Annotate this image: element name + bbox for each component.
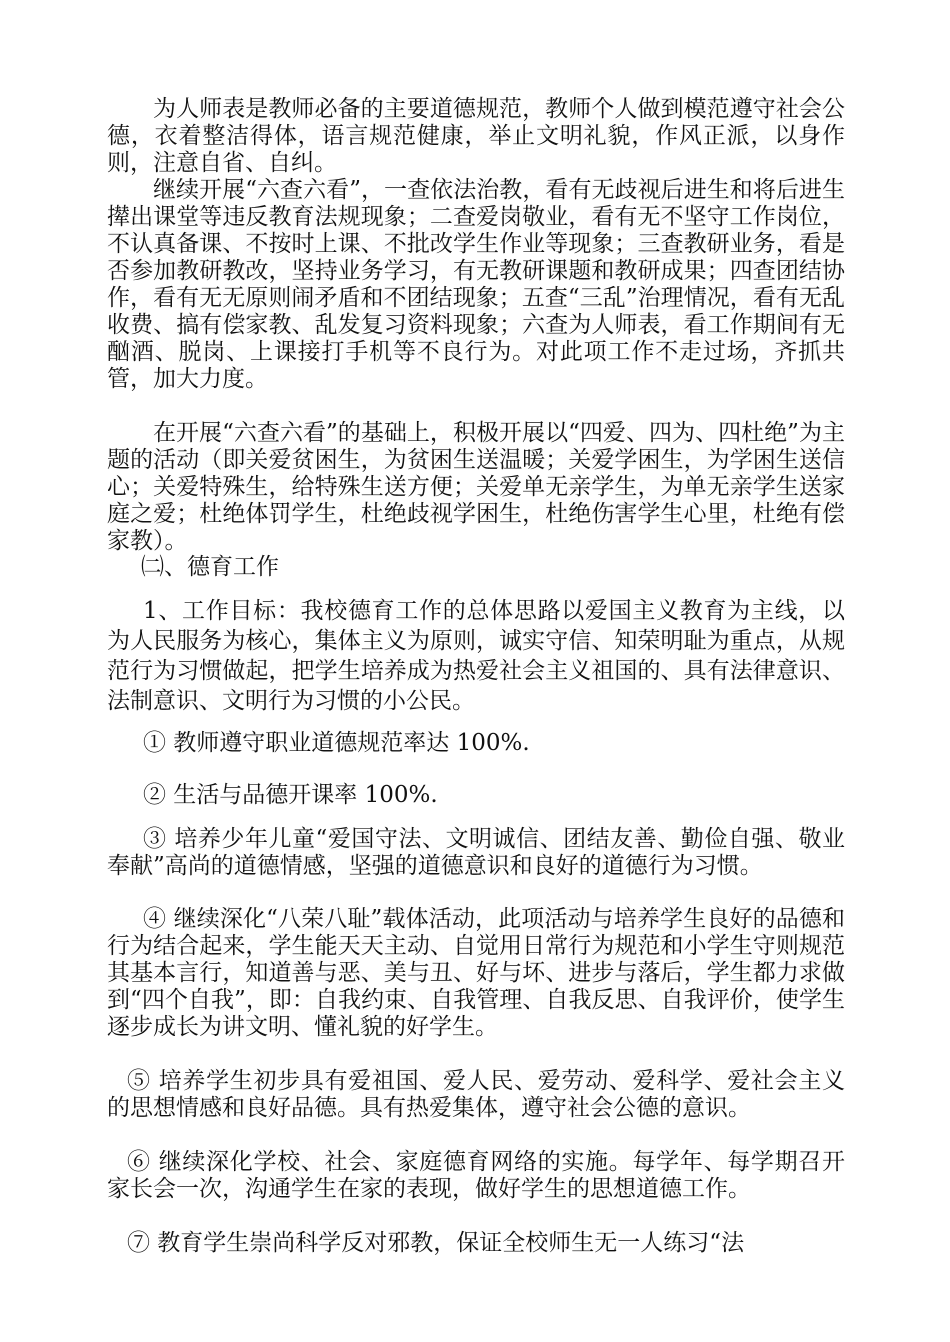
list-item-1: ① 教师遵守职业道德规范率达 100%.	[143, 730, 530, 756]
paragraph-six-checks: 继续开展“六查六看”，一查依法治教，看有无歧视后进生和将后进生撵出课堂等违反教育法规现象；二查爱岗敬业，看有无不坚守工作岗位，不认真备课、不按时上课、不批改学生作业等现象；三查教研业务，看是否参加教研教改，坚持业务学习，有无教研课题和教研成果；四查团结协作，看有无无原则闹矛盾和不团结现象；五查“三乱”治理情况，看有无乱收费、搞有偿家教、乱发复习资料现象；六查为人师表，看工作期间有无酗酒、脱岗、上课接打手机等不良行为。对此项工作不走过场，齐抓共管，加大力度。	[107, 177, 845, 392]
list-item-7: ⑦ 教育学生崇尚科学反对邪教，保证全校师生无一人练习“法	[127, 1230, 745, 1256]
list-item-3: ③ 培养少年儿童“爱国守法、文明诚信、团结友善、勤俭自强、敬业奉献”高尚的道德情感，坚强的道德意识和良好的道德行为习惯。	[107, 826, 845, 879]
list-item-5: ⑤ 培养学生初步具有爱祖国、爱人民、爱劳动、爱科学、爱社会主义的思想情感和良好品德。具有热爱集体，遵守社会公德的意识。	[107, 1068, 845, 1121]
paragraph-teacher-ethics: 为人师表是教师必备的主要道德规范，教师个人做到模范遵守社会公德，衣着整洁得体，语言规范健康，举止文明礼貌，作风正派，以身作则，注意自省、自纠。	[107, 96, 845, 176]
list-item-4: ④ 继续深化“八荣八耻”载体活动，此项活动与培养学生良好的品德和行为结合起来，学生能天天主动、自觉用日常行为规范和小学生守则规范其基本言行，知道善与恶、美与丑、好与坏、进步与落后，学生都力求做到“四个自我”，即：自我约束、自我管理、自我反思、自我评价，使学生逐步成长为讲文明、懂礼貌的好学生。	[107, 906, 845, 1040]
paragraph-work-goal: 1、工作目标：我校德育工作的总体思路以爱国主义教育为主线，以为人民服务为核心，集体主义为原则，诚实守信、知荣明耻为重点，从规范行为习惯做起，把学生培养成为热爱社会主义祖国的、具有法律意识、法制意识、文明行为习惯的小公民。	[107, 598, 845, 714]
section-heading-moral-education: ㈡、德育工作	[141, 554, 279, 580]
paragraph-four-loves: 在开展“六查六看”的基础上，积极开展以“四爱、四为、四杜绝”为主题的活动（即关爱贫困生，为贫困生送温暖；关爱学困生，为学困生送信心；关爱特殊生，给特殊生送方便；关爱单无亲学生，为单无亲学生送家庭之爱；杜绝体罚学生，杜绝歧视学困生，杜绝伤害学生心里，杜绝有偿家教）。	[107, 420, 845, 554]
list-item-2: ② 生活与品德开课率 100%.	[143, 782, 438, 808]
list-item-6: ⑥ 继续深化学校、社会、家庭德育网络的实施。每学年、每学期召开家长会一次，沟通学生在家的表现，做好学生的思想道德工作。	[107, 1149, 845, 1202]
